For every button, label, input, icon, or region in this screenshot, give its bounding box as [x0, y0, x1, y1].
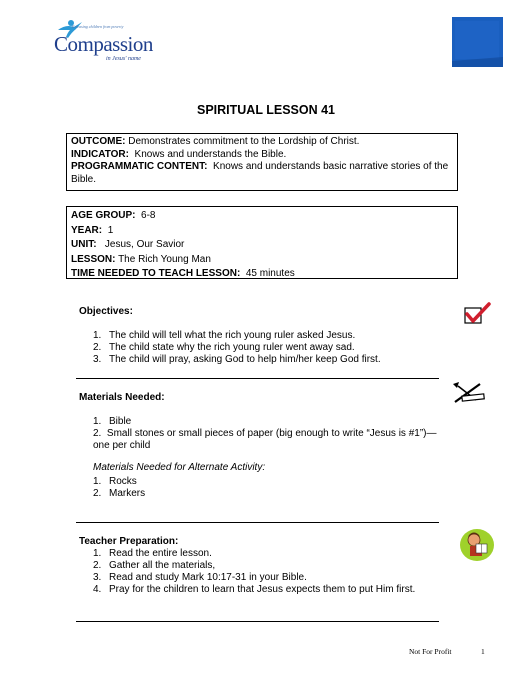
list-item: 2. Gather all the materials,	[93, 560, 216, 571]
checkbox-check-icon	[463, 302, 491, 326]
preparation-list	[93, 548, 453, 596]
objectives-list	[93, 330, 453, 366]
footer-note: Not For Profit	[409, 647, 452, 656]
teacher-reading-icon	[459, 528, 495, 562]
outcome-label: OUTCOME:	[71, 136, 126, 147]
content-text: Knows and understands basic narrative stories of the Bible.	[71, 161, 449, 185]
list-item: 1. The child will tell what the rich young ruler asked Jesus.	[93, 330, 356, 341]
section-divider	[76, 378, 439, 379]
alt-materials-heading: Materials Needed for Alternate Activity:	[93, 462, 266, 473]
year-label: YEAR:	[71, 224, 103, 236]
lesson-label: LESSON:	[71, 253, 116, 265]
list-item: 2. Small stones or small pieces of paper (big enough to write “Jesus is #1”)—one per child	[93, 428, 437, 451]
list-item: 3. The child will pray, asking God to help him/her keep God first.	[93, 354, 381, 365]
unit-text: Jesus, Our Savior	[104, 239, 185, 251]
logo-wordmark: Compassion	[54, 32, 153, 56]
list-item: 1. Rocks	[93, 476, 137, 487]
list-item: 2. The child state why the rich young ruler went away sad.	[93, 342, 355, 353]
indicator-label: INDICATOR:	[71, 148, 129, 160]
lesson-info-box	[66, 206, 458, 279]
time-label: TIME NEEDED TO TEACH LESSON:	[71, 268, 241, 280]
section-divider	[76, 522, 439, 523]
content-label: PROGRAMMATIC CONTENT:	[71, 161, 208, 173]
page-title: SPIRITUAL LESSON 41	[197, 103, 335, 117]
age-text: 6-8	[141, 210, 156, 221]
alt-materials-list	[93, 476, 433, 500]
compassion-logo	[52, 18, 164, 66]
year-text: 1	[107, 224, 114, 236]
indicator-text: Knows and understands the Bible.	[134, 148, 287, 160]
outcome-box	[66, 133, 458, 191]
objectives-heading: Objectives:	[79, 306, 133, 317]
time-text: 45 minutes	[245, 268, 295, 280]
section-divider	[76, 621, 439, 622]
list-item: 1. Read the entire lesson.	[93, 548, 212, 559]
page-number: 1	[481, 647, 485, 656]
outcome-text: Demonstrates commitment to the Lordship of Christ.	[128, 136, 360, 147]
preparation-heading: Teacher Preparation:	[79, 536, 179, 547]
list-item: 4. Pray for the children to learn that Jesus expects them to put Him first.	[93, 584, 416, 595]
unit-label: UNIT:	[71, 239, 97, 251]
pencil-tools-icon	[452, 380, 486, 406]
materials-heading: Materials Needed:	[79, 392, 165, 403]
lesson-text: The Rich Young Man	[118, 253, 211, 265]
blue-accent-box	[452, 17, 503, 67]
logo-subtitle: in Jesus' name	[106, 56, 141, 62]
list-item: 1. Bible	[93, 416, 132, 427]
logo-tagline: Releasing children from poverty	[72, 24, 124, 29]
list-item: 2. Markers	[93, 488, 146, 499]
materials-list	[93, 416, 443, 452]
age-label: AGE GROUP:	[71, 210, 136, 221]
list-item: 3. Read and study Mark 10:17-31 in your Bible.	[93, 572, 307, 583]
